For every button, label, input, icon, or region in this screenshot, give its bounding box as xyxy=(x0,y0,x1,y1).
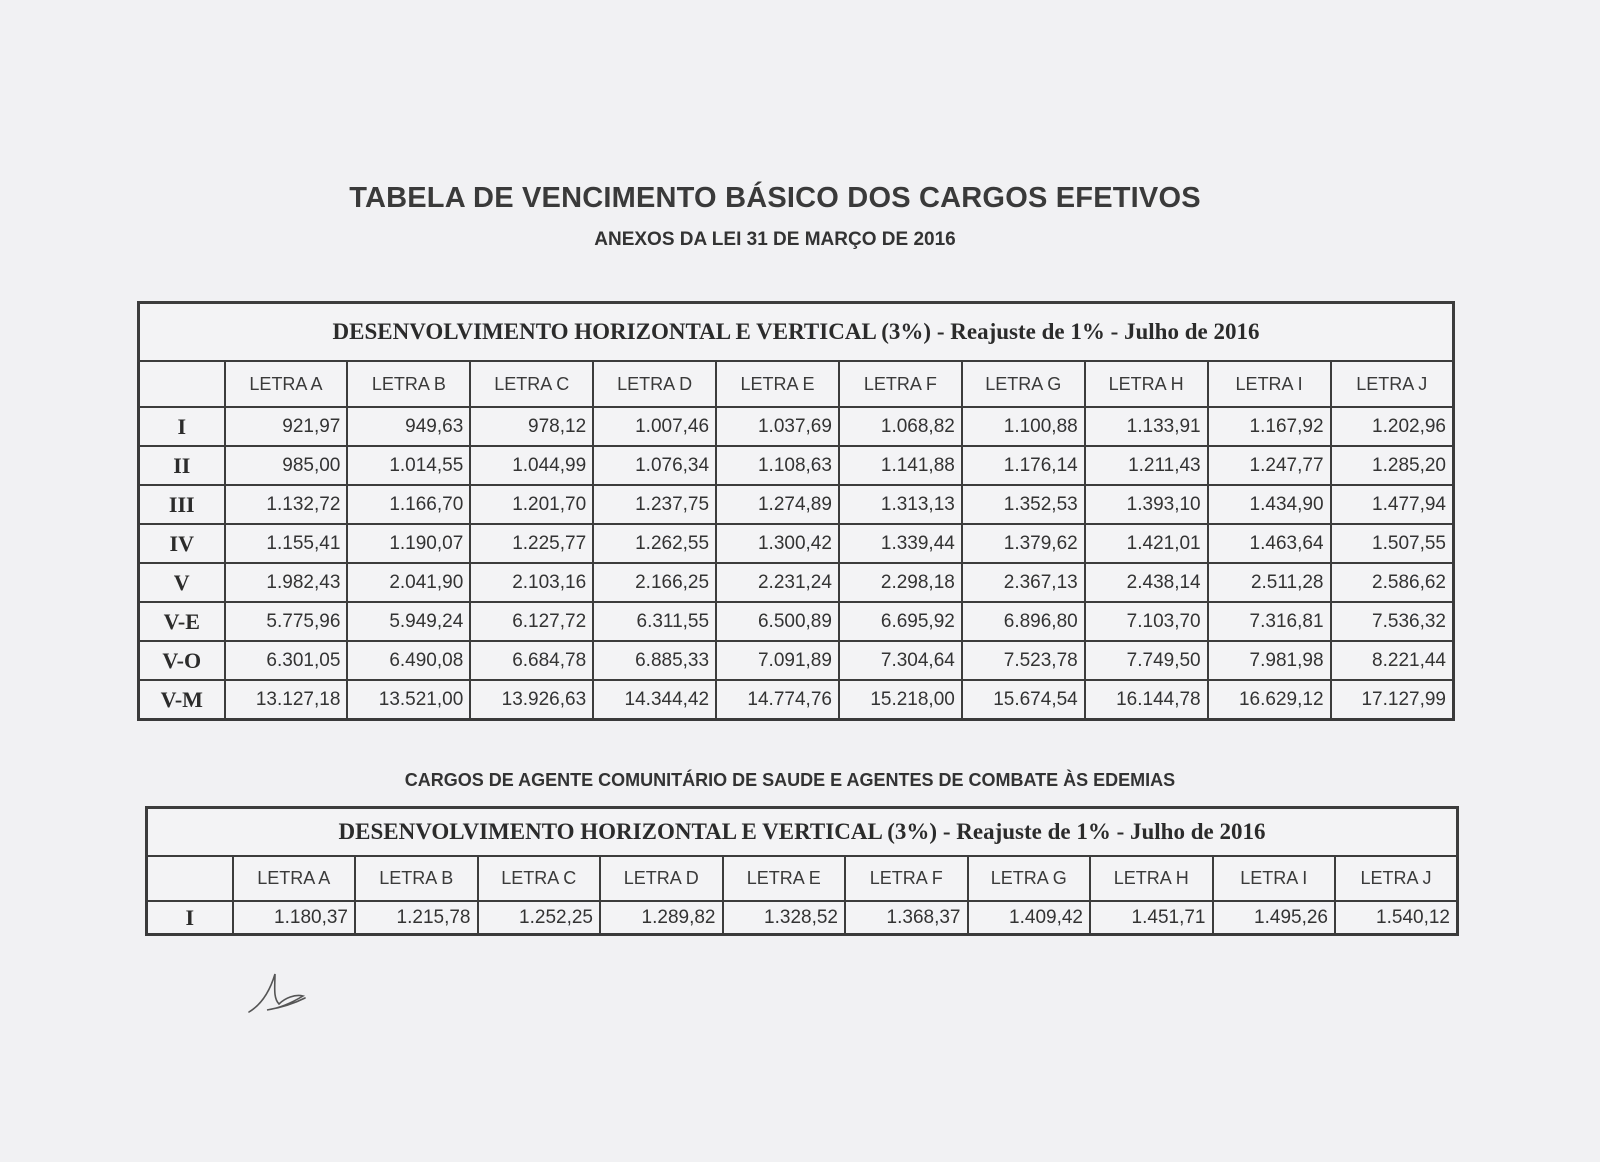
row-label: I xyxy=(147,901,233,935)
column-header: LETRA I xyxy=(1208,361,1331,407)
salary-cell: 16.629,12 xyxy=(1208,680,1331,720)
salary-cell: 1.225,77 xyxy=(470,524,593,563)
row-label: III xyxy=(139,485,225,524)
salary-cell: 1.421,01 xyxy=(1085,524,1208,563)
salary-cell: 14.774,76 xyxy=(716,680,839,720)
salary-cell: 15.674,54 xyxy=(962,680,1085,720)
column-header: LETRA J xyxy=(1331,361,1454,407)
salary-cell: 15.218,00 xyxy=(839,680,962,720)
salary-cell: 1.540,12 xyxy=(1335,901,1458,935)
salary-table-acs xyxy=(145,806,1459,936)
salary-cell: 1.100,88 xyxy=(962,407,1085,446)
salary-cell: 1.339,44 xyxy=(839,524,962,563)
table-row xyxy=(139,407,1454,446)
salary-cell: 5.775,96 xyxy=(225,602,348,641)
table-row xyxy=(139,485,1454,524)
page-title: TABELA DE VENCIMENTO BÁSICO DOS CARGOS EFETIVOS xyxy=(349,182,1201,214)
salary-cell: 6.490,08 xyxy=(347,641,470,680)
salary-cell: 6.127,72 xyxy=(470,602,593,641)
salary-cell: 1.133,91 xyxy=(1085,407,1208,446)
salary-cell: 2.231,24 xyxy=(716,563,839,602)
row-label: V xyxy=(139,563,225,602)
salary-cell: 6.311,55 xyxy=(593,602,716,641)
column-header: LETRA A xyxy=(225,361,348,407)
table-row xyxy=(139,524,1454,563)
salary-cell: 1.211,43 xyxy=(1085,446,1208,485)
salary-cell: 6.500,89 xyxy=(716,602,839,641)
salary-cell: 1.328,52 xyxy=(723,901,846,935)
row-label: II xyxy=(139,446,225,485)
column-header: LETRA G xyxy=(962,361,1085,407)
column-header: LETRA F xyxy=(845,856,968,901)
column-header: LETRA D xyxy=(593,361,716,407)
salary-cell: 7.316,81 xyxy=(1208,602,1331,641)
table-row xyxy=(139,641,1454,680)
salary-cell: 1.463,64 xyxy=(1208,524,1331,563)
row-label: IV xyxy=(139,524,225,563)
salary-cell: 2.438,14 xyxy=(1085,563,1208,602)
salary-cell: 1.379,62 xyxy=(962,524,1085,563)
table-row xyxy=(147,901,1458,935)
salary-cell: 1.007,46 xyxy=(593,407,716,446)
salary-cell: 2.298,18 xyxy=(839,563,962,602)
table-row xyxy=(139,563,1454,602)
column-header: LETRA B xyxy=(355,856,478,901)
header-corner-cell xyxy=(147,856,233,901)
column-header: LETRA B xyxy=(347,361,470,407)
salary-cell: 1.155,41 xyxy=(225,524,348,563)
column-header: LETRA F xyxy=(839,361,962,407)
salary-cell: 7.536,32 xyxy=(1331,602,1454,641)
salary-cell: 7.091,89 xyxy=(716,641,839,680)
salary-cell: 13.521,00 xyxy=(347,680,470,720)
column-header: LETRA H xyxy=(1090,856,1213,901)
salary-cell: 1.274,89 xyxy=(716,485,839,524)
salary-cell: 1.393,10 xyxy=(1085,485,1208,524)
salary-cell: 16.144,78 xyxy=(1085,680,1208,720)
salary-cell: 1.108,63 xyxy=(716,446,839,485)
salary-cell: 7.103,70 xyxy=(1085,602,1208,641)
salary-cell: 6.684,78 xyxy=(470,641,593,680)
salary-cell: 7.523,78 xyxy=(962,641,1085,680)
salary-cell: 7.981,98 xyxy=(1208,641,1331,680)
header-corner-cell xyxy=(139,361,225,407)
salary-cell: 1.300,42 xyxy=(716,524,839,563)
column-header: LETRA E xyxy=(716,361,839,407)
salary-cell: 13.926,63 xyxy=(470,680,593,720)
column-header: LETRA C xyxy=(470,361,593,407)
salary-cell: 14.344,42 xyxy=(593,680,716,720)
salary-cell: 1.014,55 xyxy=(347,446,470,485)
row-label: V-E xyxy=(139,602,225,641)
salary-cell: 985,00 xyxy=(225,446,348,485)
salary-cell: 2.166,25 xyxy=(593,563,716,602)
table-row xyxy=(139,446,1454,485)
salary-cell: 1.252,25 xyxy=(478,901,601,935)
salary-cell: 1.044,99 xyxy=(470,446,593,485)
salary-cell: 6.301,05 xyxy=(225,641,348,680)
salary-cell: 949,63 xyxy=(347,407,470,446)
table-caption: DESENVOLVIMENTO HORIZONTAL E VERTICAL (3%) - Reajuste de 1% - Julho de 2016 xyxy=(147,808,1458,857)
salary-cell: 17.127,99 xyxy=(1331,680,1454,720)
salary-cell: 6.885,33 xyxy=(593,641,716,680)
table-caption: DESENVOLVIMENTO HORIZONTAL E VERTICAL (3%) - Reajuste de 1% - Julho de 2016 xyxy=(139,303,1454,362)
salary-cell: 978,12 xyxy=(470,407,593,446)
salary-cell: 1.434,90 xyxy=(1208,485,1331,524)
salary-cell: 1.166,70 xyxy=(347,485,470,524)
salary-cell: 1.237,75 xyxy=(593,485,716,524)
column-header: LETRA J xyxy=(1335,856,1458,901)
salary-cell: 1.201,70 xyxy=(470,485,593,524)
salary-cell: 1.202,96 xyxy=(1331,407,1454,446)
salary-cell: 1.190,07 xyxy=(347,524,470,563)
section-heading-acs: CARGOS DE AGENTE COMUNITÁRIO DE SAUDE E AGENTES DE COMBATE ÀS EDEMIAS xyxy=(404,770,1176,790)
table-row xyxy=(139,602,1454,641)
salary-cell: 2.103,16 xyxy=(470,563,593,602)
salary-cell: 1.132,72 xyxy=(225,485,348,524)
salary-cell: 2.041,90 xyxy=(347,563,470,602)
salary-cell: 6.695,92 xyxy=(839,602,962,641)
salary-cell: 1.247,77 xyxy=(1208,446,1331,485)
salary-cell: 1.262,55 xyxy=(593,524,716,563)
salary-cell: 2.511,28 xyxy=(1208,563,1331,602)
salary-cell: 1.982,43 xyxy=(225,563,348,602)
salary-cell: 1.076,34 xyxy=(593,446,716,485)
salary-cell: 2.367,13 xyxy=(962,563,1085,602)
salary-cell: 6.896,80 xyxy=(962,602,1085,641)
column-header: LETRA C xyxy=(478,856,601,901)
signature-mark xyxy=(245,968,315,1018)
salary-cell: 1.285,20 xyxy=(1331,446,1454,485)
salary-cell: 921,97 xyxy=(225,407,348,446)
salary-cell: 1.215,78 xyxy=(355,901,478,935)
salary-cell: 1.477,94 xyxy=(1331,485,1454,524)
salary-cell: 1.495,26 xyxy=(1213,901,1336,935)
salary-table-main xyxy=(137,301,1455,721)
salary-cell: 1.289,82 xyxy=(600,901,723,935)
table-row xyxy=(139,680,1454,720)
column-header: LETRA H xyxy=(1085,361,1208,407)
page-subtitle: ANEXOS DA LEI 31 DE MARÇO DE 2016 xyxy=(594,229,956,250)
column-header: LETRA E xyxy=(723,856,846,901)
salary-cell: 8.221,44 xyxy=(1331,641,1454,680)
column-header: LETRA G xyxy=(968,856,1091,901)
column-header: LETRA D xyxy=(600,856,723,901)
column-header: LETRA I xyxy=(1213,856,1336,901)
column-header: LETRA A xyxy=(233,856,356,901)
salary-cell: 1.451,71 xyxy=(1090,901,1213,935)
salary-cell: 1.141,88 xyxy=(839,446,962,485)
salary-cell: 1.167,92 xyxy=(1208,407,1331,446)
salary-cell: 1.180,37 xyxy=(233,901,356,935)
salary-cell: 7.304,64 xyxy=(839,641,962,680)
salary-cell: 1.313,13 xyxy=(839,485,962,524)
salary-cell: 1.176,14 xyxy=(962,446,1085,485)
salary-cell: 2.586,62 xyxy=(1331,563,1454,602)
salary-cell: 7.749,50 xyxy=(1085,641,1208,680)
salary-cell: 1.037,69 xyxy=(716,407,839,446)
row-label: V-O xyxy=(139,641,225,680)
salary-cell: 13.127,18 xyxy=(225,680,348,720)
salary-cell: 1.352,53 xyxy=(962,485,1085,524)
row-label: I xyxy=(139,407,225,446)
row-label: V-M xyxy=(139,680,225,720)
salary-cell: 5.949,24 xyxy=(347,602,470,641)
salary-cell: 1.068,82 xyxy=(839,407,962,446)
salary-cell: 1.368,37 xyxy=(845,901,968,935)
salary-cell: 1.409,42 xyxy=(968,901,1091,935)
salary-cell: 1.507,55 xyxy=(1331,524,1454,563)
